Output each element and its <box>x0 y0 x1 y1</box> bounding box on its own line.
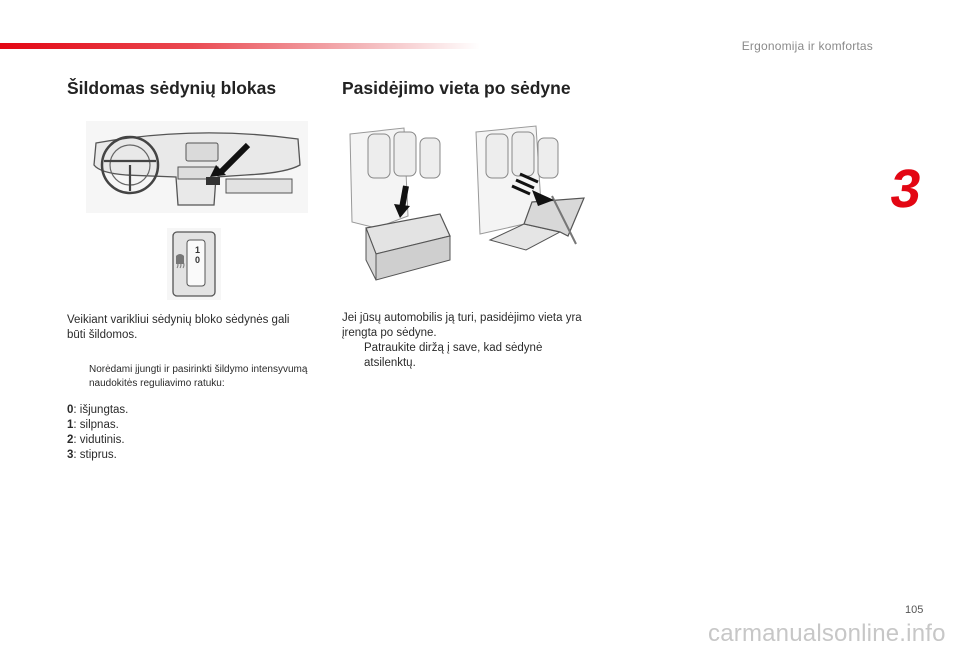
dial-label-0: 0 <box>195 255 201 265</box>
storage-title: Pasidėjimo vieta po sėdyne <box>342 78 571 98</box>
heating-dial-illustration <box>167 228 221 300</box>
heated-seat-title: Šildomas sėdynių blokas <box>67 78 277 98</box>
legend-item: 1: silpnas. <box>67 419 119 431</box>
storage-bullet-text: Patraukite diržą į save, kad sėdynė atsilenktų. <box>364 342 543 369</box>
top-accent-bar <box>0 43 480 49</box>
heated-seat-intro: Veikiant varikliui sėdynių bloko sėdynės gali būti šildomos. <box>67 314 290 341</box>
dial-label-1: 1 <box>195 245 201 255</box>
storage-illustration-1 <box>346 124 466 294</box>
watermark: carmanualsonline.info <box>708 620 946 647</box>
storage-bullet <box>342 341 582 371</box>
legend-item: 0: išjungtas. <box>67 404 129 416</box>
legend-item: 3: stiprus. <box>67 449 117 461</box>
chapter-number: 3 <box>886 159 926 219</box>
storage-intro: Jei jūsų automobilis ją turi, pasidėjimo vieta yra įrengta po sėdyne. <box>342 312 582 339</box>
section-header: Ergonomija ir komfortas <box>741 39 873 53</box>
heat-level-legend <box>67 403 267 463</box>
page-number: 105 <box>905 604 924 616</box>
heated-seat-bullet-text: Norėdami įjungti ir pasirinkti šildymo intensyvumą naudokitės reguliavimo ratuku: <box>89 364 308 389</box>
dashboard-illustration <box>86 121 308 213</box>
heated-seat-bullet <box>67 363 317 391</box>
storage-illustration-2 <box>472 124 594 294</box>
legend-item: 2: vidutinis. <box>67 434 125 446</box>
